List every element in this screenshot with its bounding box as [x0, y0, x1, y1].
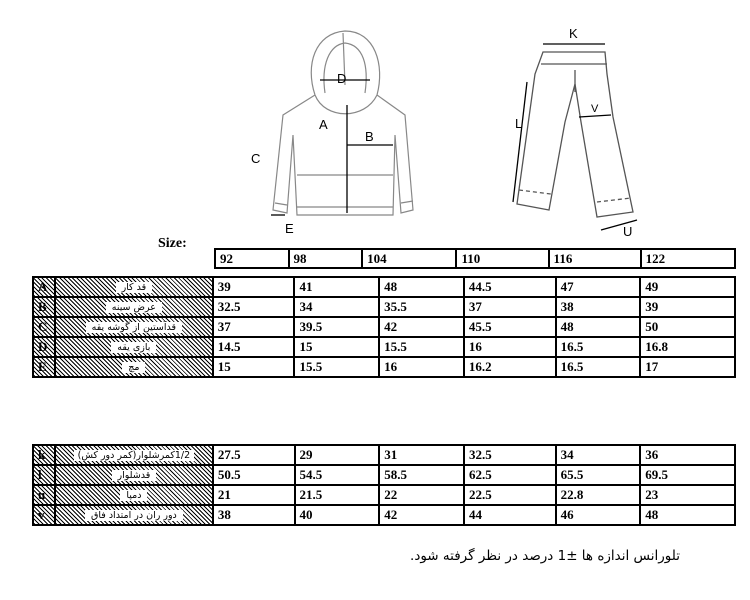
row-code: k	[33, 445, 55, 465]
value-cell: 15	[294, 337, 379, 357]
value-cell: 65.5	[556, 465, 641, 485]
value-cell: 39	[640, 297, 735, 317]
value-cell: 36	[640, 445, 735, 465]
label-d: D	[337, 71, 347, 86]
size-label: Size:	[158, 236, 187, 251]
value-cell: 32.5	[213, 297, 295, 317]
row-desc: عرض سینه	[55, 297, 213, 317]
row-desc: قد کار	[55, 277, 213, 297]
tolerance-note: تلورانس اندازه ها ±1 درصد در نظر گرفته شود.	[410, 548, 680, 564]
value-cell: 23	[640, 485, 735, 505]
value-cell: 35.5	[379, 297, 464, 317]
table-row	[33, 337, 735, 357]
label-k: K	[569, 26, 578, 41]
label-b: B	[365, 129, 374, 144]
value-cell: 41	[294, 277, 379, 297]
value-cell: 38	[213, 505, 295, 525]
row-code: E	[33, 357, 55, 377]
value-cell: 32.5	[464, 445, 556, 465]
value-cell: 16.5	[556, 337, 641, 357]
size-cell: 116	[549, 249, 641, 268]
table-row	[33, 357, 735, 377]
value-cell: 37	[213, 317, 295, 337]
size-cell: 122	[641, 249, 735, 268]
value-cell: 16.8	[640, 337, 735, 357]
value-cell: 16	[464, 337, 556, 357]
table-row	[33, 297, 735, 317]
value-cell: 22.8	[556, 485, 641, 505]
value-cell: 29	[295, 445, 380, 465]
value-cell: 16.2	[464, 357, 556, 377]
value-cell: 40	[295, 505, 380, 525]
value-cell: 50	[640, 317, 735, 337]
value-cell: 45.5	[464, 317, 556, 337]
value-cell: 21	[213, 485, 295, 505]
bottom-measurements-table	[32, 444, 736, 526]
table-row	[33, 277, 735, 297]
value-cell: 14.5	[213, 337, 295, 357]
label-l: L	[515, 116, 523, 131]
value-cell: 21.5	[295, 485, 380, 505]
value-cell: 42	[379, 317, 464, 337]
value-cell: 39	[213, 277, 295, 297]
size-cell: 104	[362, 249, 456, 268]
pants-diagram	[505, 22, 665, 237]
table-row	[33, 465, 735, 485]
row-desc: قدشلوار	[55, 465, 213, 485]
table-row	[33, 505, 735, 525]
label-e: E	[285, 221, 294, 236]
row-code: D	[33, 337, 55, 357]
value-cell: 38	[556, 297, 641, 317]
value-cell: 34	[556, 445, 641, 465]
size-cell: 98	[289, 249, 363, 268]
value-cell: 42	[379, 505, 464, 525]
size-cell: 92	[215, 249, 289, 268]
value-cell: 31	[379, 445, 464, 465]
value-cell: 48	[640, 505, 735, 525]
value-cell: 69.5	[640, 465, 735, 485]
value-cell: 15.5	[379, 337, 464, 357]
value-cell: 47	[556, 277, 641, 297]
value-cell: 34	[294, 297, 379, 317]
label-u: U	[623, 224, 633, 237]
value-cell: 48	[379, 277, 464, 297]
value-cell: 49	[640, 277, 735, 297]
value-cell: 16	[379, 357, 464, 377]
row-desc: دور ران در امتداد فاق	[55, 505, 213, 525]
row-code: u	[33, 485, 55, 505]
value-cell: 15	[213, 357, 295, 377]
value-cell: 37	[464, 297, 556, 317]
value-cell: 62.5	[464, 465, 556, 485]
value-cell: 50.5	[213, 465, 295, 485]
value-cell: 58.5	[379, 465, 464, 485]
row-desc: مچ	[55, 357, 213, 377]
row-code: C	[33, 317, 55, 337]
size-header-table	[214, 248, 736, 269]
label-c: C	[251, 151, 261, 166]
value-cell: 44.5	[464, 277, 556, 297]
row-desc: قدآستین از گوشه یقه	[55, 317, 213, 337]
top-measurements-table	[32, 276, 736, 378]
row-code: l	[33, 465, 55, 485]
size-cell: 110	[456, 249, 548, 268]
table-row	[33, 317, 735, 337]
value-cell: 54.5	[295, 465, 380, 485]
value-cell: 17	[640, 357, 735, 377]
value-cell: 27.5	[213, 445, 295, 465]
row-code: A	[33, 277, 55, 297]
row-desc: دمپا	[55, 485, 213, 505]
row-desc: بازی یقه	[55, 337, 213, 357]
table-row	[33, 445, 735, 465]
table-row	[33, 485, 735, 505]
hoodie-diagram	[245, 25, 425, 240]
value-cell: 22	[379, 485, 464, 505]
label-v: V	[591, 103, 599, 115]
value-cell: 16.5	[556, 357, 641, 377]
row-desc: 1/2کمرشلوار(کمر دور کش)	[55, 445, 213, 465]
value-cell: 39.5	[294, 317, 379, 337]
label-a: A	[319, 117, 328, 132]
value-cell: 22.5	[464, 485, 556, 505]
size-header-row	[215, 249, 735, 268]
value-cell: 15.5	[294, 357, 379, 377]
value-cell: 46	[556, 505, 641, 525]
value-cell: 44	[464, 505, 556, 525]
value-cell: 48	[556, 317, 641, 337]
row-code: v	[33, 505, 55, 525]
row-code: B	[33, 297, 55, 317]
